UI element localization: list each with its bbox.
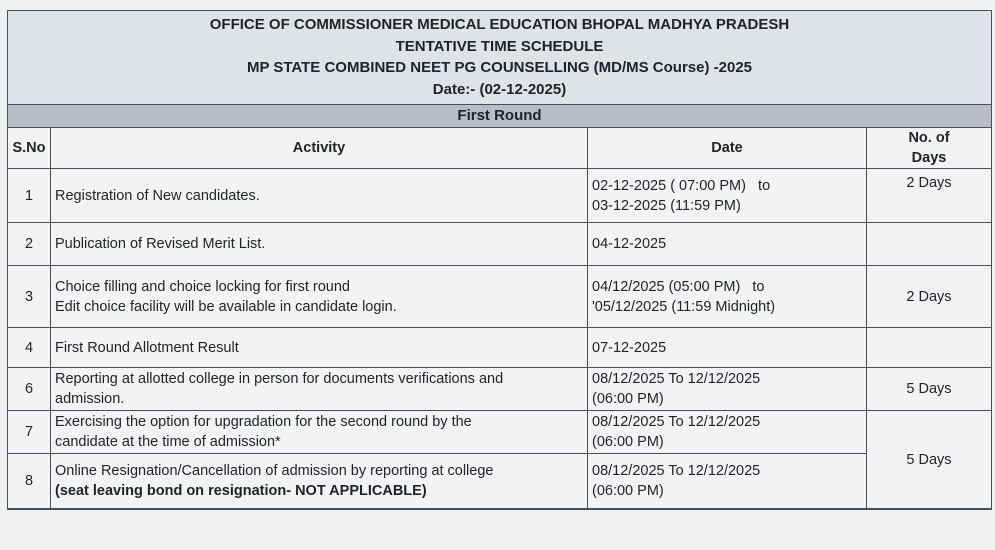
row-date <box>588 411 867 454</box>
round-heading: First Round <box>8 105 991 128</box>
row-days-merged: 5 Days <box>867 411 992 509</box>
column-header-days-line1: No. of <box>908 130 950 146</box>
row-sno: 2 <box>8 223 51 266</box>
activity-line: Edit choice facility will be available in candidate login. <box>55 298 397 315</box>
date-line: 02-12-2025 ( 07:00 PM) to <box>592 177 771 194</box>
row-date <box>588 328 867 368</box>
row-days <box>867 328 992 368</box>
column-header-date: Date <box>588 128 867 169</box>
row-activity <box>51 169 588 223</box>
table-row <box>8 223 991 266</box>
row-sno: 6 <box>8 368 51 411</box>
date-line: (06:00 PM) <box>592 483 664 499</box>
date-line: 03-12-2025 (11:59 PM) <box>592 197 741 214</box>
row-date <box>588 368 867 411</box>
row-days: 5 Days <box>867 368 992 411</box>
activity-line: Choice filling and choice locking for first round <box>55 278 350 295</box>
column-header-days <box>867 128 992 169</box>
row-date <box>588 454 867 509</box>
row-sno: 7 <box>8 411 51 454</box>
activity-line: Online Resignation/Cancellation of admission by reporting at college <box>55 463 494 479</box>
activity-line: Registration of New candidates. <box>55 187 260 204</box>
row-days <box>867 223 992 266</box>
activity-line: candidate at the time of admission* <box>55 434 281 450</box>
row-sno: 4 <box>8 328 51 368</box>
counselling-title: MP STATE COMBINED NEET PG COUNSELLING (MD/MS Course) -2025 <box>246 59 753 76</box>
column-header-sno: S.No <box>8 128 51 169</box>
row-activity <box>51 454 588 509</box>
document-date: Date:- (02-12-2025) <box>432 80 567 98</box>
activity-line: Reporting at allotted college in person for documents verifications and <box>55 371 504 387</box>
row-activity <box>51 368 588 411</box>
date-line: (06:00 PM) <box>592 434 664 450</box>
activity-line: admission. <box>55 391 125 407</box>
date-line: 04/12/2025 (05:00 PM) to <box>592 278 765 295</box>
row-days: 2 Days <box>867 169 992 223</box>
row-activity <box>51 328 588 368</box>
table-row <box>8 328 991 368</box>
table-row <box>8 411 991 454</box>
row-sno: 1 <box>8 169 51 223</box>
row-date <box>588 223 867 266</box>
date-line: 04-12-2025 <box>592 236 667 252</box>
row-date <box>588 266 867 328</box>
row-sno: 8 <box>8 454 51 509</box>
date-line: 08/12/2025 To 12/12/2025 <box>592 414 761 430</box>
document-header <box>8 11 991 105</box>
activity-line: First Round Allotment Result <box>55 339 239 356</box>
schedule-title: TENTATIVE TIME SCHEDULE <box>395 37 604 55</box>
table-header-row <box>8 128 991 169</box>
date-line: (06:00 PM) <box>592 391 664 407</box>
table-row <box>8 454 991 509</box>
date-line: 07-12-2025 <box>592 339 667 356</box>
column-header-activity: Activity <box>51 128 588 169</box>
date-line: '05/12/2025 (11:59 Midnight) <box>592 298 776 315</box>
date-line: 08/12/2025 To 12/12/2025 <box>592 463 761 479</box>
row-days: 2 Days <box>867 266 992 328</box>
row-activity <box>51 411 588 454</box>
row-sno: 3 <box>8 266 51 328</box>
activity-line: Exercising the option for upgradation for the second round by the <box>55 414 472 430</box>
row-date <box>588 169 867 223</box>
schedule-table <box>8 128 991 509</box>
activity-note-bold: (seat leaving bond on resignation- NOT APPLICABLE) <box>55 483 427 499</box>
office-title: OFFICE OF COMMISSIONER MEDICAL EDUCATION BHOPAL MADHYA PRADESH <box>209 16 790 33</box>
table-row <box>8 266 991 328</box>
schedule-document <box>7 10 992 510</box>
table-row <box>8 169 991 223</box>
date-line: 08/12/2025 To 12/12/2025 <box>592 371 761 387</box>
table-row <box>8 368 991 411</box>
activity-line: Publication of Revised Merit List. <box>55 236 266 252</box>
row-activity <box>51 266 588 328</box>
row-activity <box>51 223 588 266</box>
column-header-days-line2: Days <box>911 150 947 166</box>
